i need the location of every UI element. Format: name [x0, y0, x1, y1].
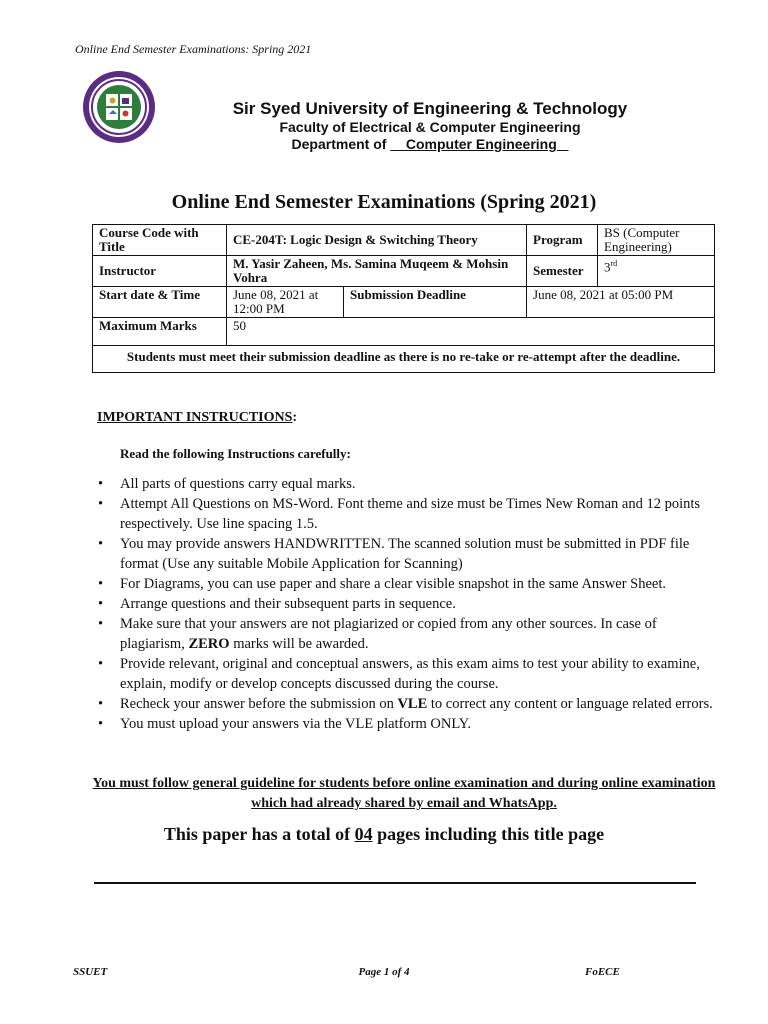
department-name: Computer Engineering [405, 136, 557, 152]
date-row [93, 287, 715, 318]
instructions-subheading: Read the following Instructions carefully: [120, 446, 351, 461]
course-label: Course Code with Title [93, 225, 227, 256]
bullet-icon: • [98, 476, 104, 492]
instruction-item: • Provide relevant, original and conceptual answers, as this exam aims to test your ability to examine, explain, modify or develop concepts discussed during the course. [98, 656, 700, 692]
marks-label: Maximum Marks [93, 318, 227, 346]
course-value: CE-204T: Logic Design & Switching Theory [227, 225, 527, 256]
marks-row [93, 318, 715, 346]
instructor-label: Instructor [93, 256, 227, 287]
bullet-icon: • [98, 716, 104, 732]
instruction-item: • Attempt All Questions on MS-Word. Font theme and size must be Times New Roman and 12 points respectively. Use line spacing 1.5. [98, 496, 701, 532]
instruction-item: • You may provide answers HANDWRITTEN. The scanned solution must be submitted in PDF file format (Use any suitable Mobile Application for Scanning) [98, 536, 690, 572]
semester-label: Semester [527, 256, 598, 287]
instructions-heading: IMPORTANT INSTRUCTIONS: [97, 410, 298, 425]
marks-value: 50 [227, 318, 715, 346]
horizontal-rule [94, 882, 696, 884]
page-count: 04 [354, 824, 373, 844]
department-line [160, 136, 700, 152]
total-pages-line: This paper has a total of 04 pages including this title page [163, 824, 605, 844]
exam-info-table [92, 224, 715, 373]
instruction-item: • Arrange questions and their subsequent parts in sequence. [98, 596, 456, 612]
instruction-item: • Make sure that your answers are not plagiarized or copied from any other sources. In case of plagiarism, ZERO marks will be awarded. [98, 616, 657, 652]
exam-title: Online End Semester Examinations (Spring 2021) [171, 191, 597, 213]
faculty-name: Faculty of Electrical & Computer Engineering [279, 119, 581, 135]
instructor-row [93, 256, 715, 287]
footer-left: SSUET [73, 966, 108, 978]
bullet-icon: • [98, 696, 104, 712]
program-label: Program [527, 225, 598, 256]
footer-right: FoECE [585, 966, 620, 978]
bullet-icon: • [98, 656, 104, 672]
notice-row [93, 346, 715, 373]
bullet-icon: • [98, 616, 104, 632]
deadline-notice: Students must meet their submission deadline as there is no re-take or re-attempt after the deadline. [93, 346, 715, 373]
bullet-icon: • [98, 576, 104, 592]
program-value: BS (Computer Engineering) [598, 225, 715, 256]
bullet-icon: • [98, 596, 104, 612]
running-header: Online End Semester Examinations: Spring 2021 [75, 42, 312, 56]
university-seal-logo [82, 70, 156, 144]
start-label: Start date & Time [93, 287, 227, 318]
instruction-item: • Recheck your answer before the submission on VLE to correct any content or language related errors. [98, 696, 713, 712]
bullet-icon: • [98, 496, 104, 512]
deadline-label: Submission Deadline [344, 287, 527, 318]
guideline-notice: You must follow general guideline for students before online examination and during online examination which had already shared by email and WhatsApp. [92, 776, 716, 811]
course-row [93, 225, 715, 256]
semester-value: 3rd [598, 256, 715, 287]
instruction-item: • For Diagrams, you can use paper and share a clear visible snapshot in the same Answer Sheet. [98, 576, 667, 592]
instruction-item: • All parts of questions carry equal marks. [98, 476, 356, 492]
page-number: Page 1 of 4 [358, 966, 410, 978]
start-value: June 08, 2021 at 12:00 PM [227, 287, 344, 318]
bullet-icon: • [98, 536, 104, 552]
university-name: Sir Syed University of Engineering & Technology [232, 99, 628, 118]
instruction-list [98, 474, 720, 734]
instruction-item: • You must upload your answers via the VLE platform ONLY. [98, 716, 471, 732]
instructor-value: M. Yasir Zaheen, Ms. Samina Muqeem & Mohsin Vohra [227, 256, 527, 287]
deadline-value: June 08, 2021 at 05:00 PM [527, 287, 715, 318]
department-prefix: Department of [291, 136, 387, 152]
